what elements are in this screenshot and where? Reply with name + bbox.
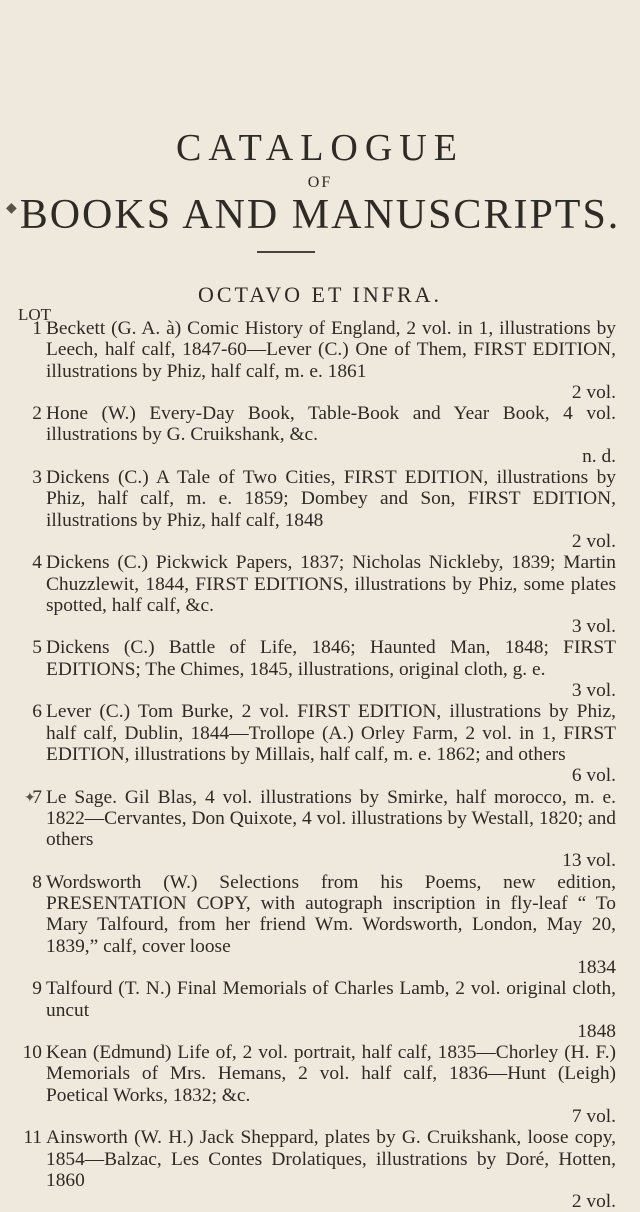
lot-description: Dickens (C.) Pickwick Papers, 1837; Nicholas Nickleby, 1839; Martin Chuzzlewit, 1844, FIRST EDITIONS, illustrations by Phiz, some plates spotted, half calf, &c. [46, 552, 616, 616]
lot-entry [0, 1042, 640, 1127]
lot-description: Beckett (G. A. à) Comic History of England, 2 vol. in 1, illustrations by Leech, half calf, 1847-60—Lever (C.) One of Them, FIRST EDITION, illustrations by Phiz, half calf, m. e. 1861 [46, 318, 616, 382]
lot-entry [0, 403, 640, 467]
lot-list [0, 318, 640, 1212]
lot-entry [0, 701, 640, 786]
lot-description: Wordsworth (W.) Selections from his Poems, new edition, PRESENTATION COPY, with autograph inscription in fly-leaf “ To Mary Talfourd, from her friend Wm. Wordsworth, London, May 20, 1839,” calf, cover loose [46, 871, 616, 957]
lot-description: Ainsworth (W. H.) Jack Sheppard, plates by G. Cruikshank, loose copy, 1854—Balzac, Les Contes Drolatiques, illustrations by Doré, Hotten, 1860 [46, 1127, 616, 1191]
margin-mark: ✦ [24, 791, 36, 806]
lot-quantity: 2 vol. [571, 381, 616, 403]
lot-quantity: 3 vol. [571, 680, 616, 702]
lot-quantity: n. d. [582, 445, 616, 467]
lot-number: 11 [23, 1127, 42, 1149]
lot-entry [0, 872, 640, 978]
lot-entry [0, 1127, 640, 1212]
lot-entry [0, 552, 640, 637]
lot-number: 5 [32, 637, 42, 659]
lot-description: Dickens (C.) A Tale of Two Cities, FIRST EDITION, illustrations by Phiz, half calf, m. e. 1859; Dombey and Son, FIRST EDITION, illustrations by Phiz, half calf, 1848 [46, 467, 616, 531]
lot-description: Dickens (C.) Battle of Life, 1846; Haunted Man, 1848; FIRST EDITIONS; The Chimes, 1845, illustrations, original cloth, g. e. [46, 637, 616, 680]
lot-number: 9 [32, 978, 42, 1000]
lot-quantity: 3 vol. [571, 616, 616, 638]
lot-quantity: 1848 [577, 1020, 616, 1042]
lot-number: 3 [32, 467, 42, 489]
lot-entry [0, 637, 640, 701]
lot-description: Kean (Edmund) Life of, 2 vol. portrait, half calf, 1835—Chorley (H. F.) Memorials of Mrs. Hemans, 2 vol. half calf, 1836—Hunt (Leigh) Poetical Works, 1832; &c. [46, 1042, 616, 1106]
lot-description: Hone (W.) Every-Day Book, Table-Book and Year Book, 4 vol. illustrations by G. Cruikshank, &c. [46, 403, 616, 446]
page-title: CATALOGUE [176, 127, 464, 169]
lot-quantity: 2 vol. [571, 1191, 616, 1212]
lot-description: Lever (C.) Tom Burke, 2 vol. FIRST EDITION, illustrations by Phiz, half calf, Dublin, 1844—Trollope (A.) Orley Farm, 2 vol. in 1, FIRST EDITION, illustrations by Millais, half calf, m. e. 1862; and others [46, 701, 616, 765]
lot-number: 2 [32, 403, 42, 425]
lot-quantity: 1834 [577, 956, 616, 978]
margin-mark: ◆ [6, 201, 17, 216]
lot-number: 1 [32, 318, 42, 339]
lot-entry [0, 318, 640, 403]
lot-quantity: 6 vol. [571, 765, 616, 787]
lot-description: Le Sage. Gil Blas, 4 vol. illustrations by Smirke, half morocco, m. e. 1822—Cervantes, Don Quixote, 4 vol. illustrations by Westall, 1820; and others [46, 786, 616, 851]
lot-description: Talfourd (T. N.) Final Memorials of Charles Lamb, 2 vol. original cloth, uncut [46, 978, 616, 1021]
page-subtitle: BOOKS AND MANUSCRIPTS. [19, 192, 621, 238]
lot-number: 7 [32, 786, 42, 808]
lot-number: 8 [32, 871, 42, 893]
lot-entry [0, 978, 640, 1042]
lot-quantity: 13 vol. [562, 850, 616, 872]
title-rule [257, 251, 315, 253]
lot-quantity: 7 vol. [571, 1105, 616, 1127]
lot-number: 6 [32, 701, 42, 723]
lot-number: 4 [32, 552, 42, 574]
lot-quantity: 2 vol. [571, 530, 616, 552]
lot-number: 10 [22, 1042, 42, 1064]
lot-entry [0, 467, 640, 552]
title-connector: OF [307, 174, 333, 191]
section-heading: OCTAVO ET INFRA. [197, 282, 443, 307]
lot-entry [0, 787, 640, 872]
lot-column-label: LOT [18, 305, 52, 324]
